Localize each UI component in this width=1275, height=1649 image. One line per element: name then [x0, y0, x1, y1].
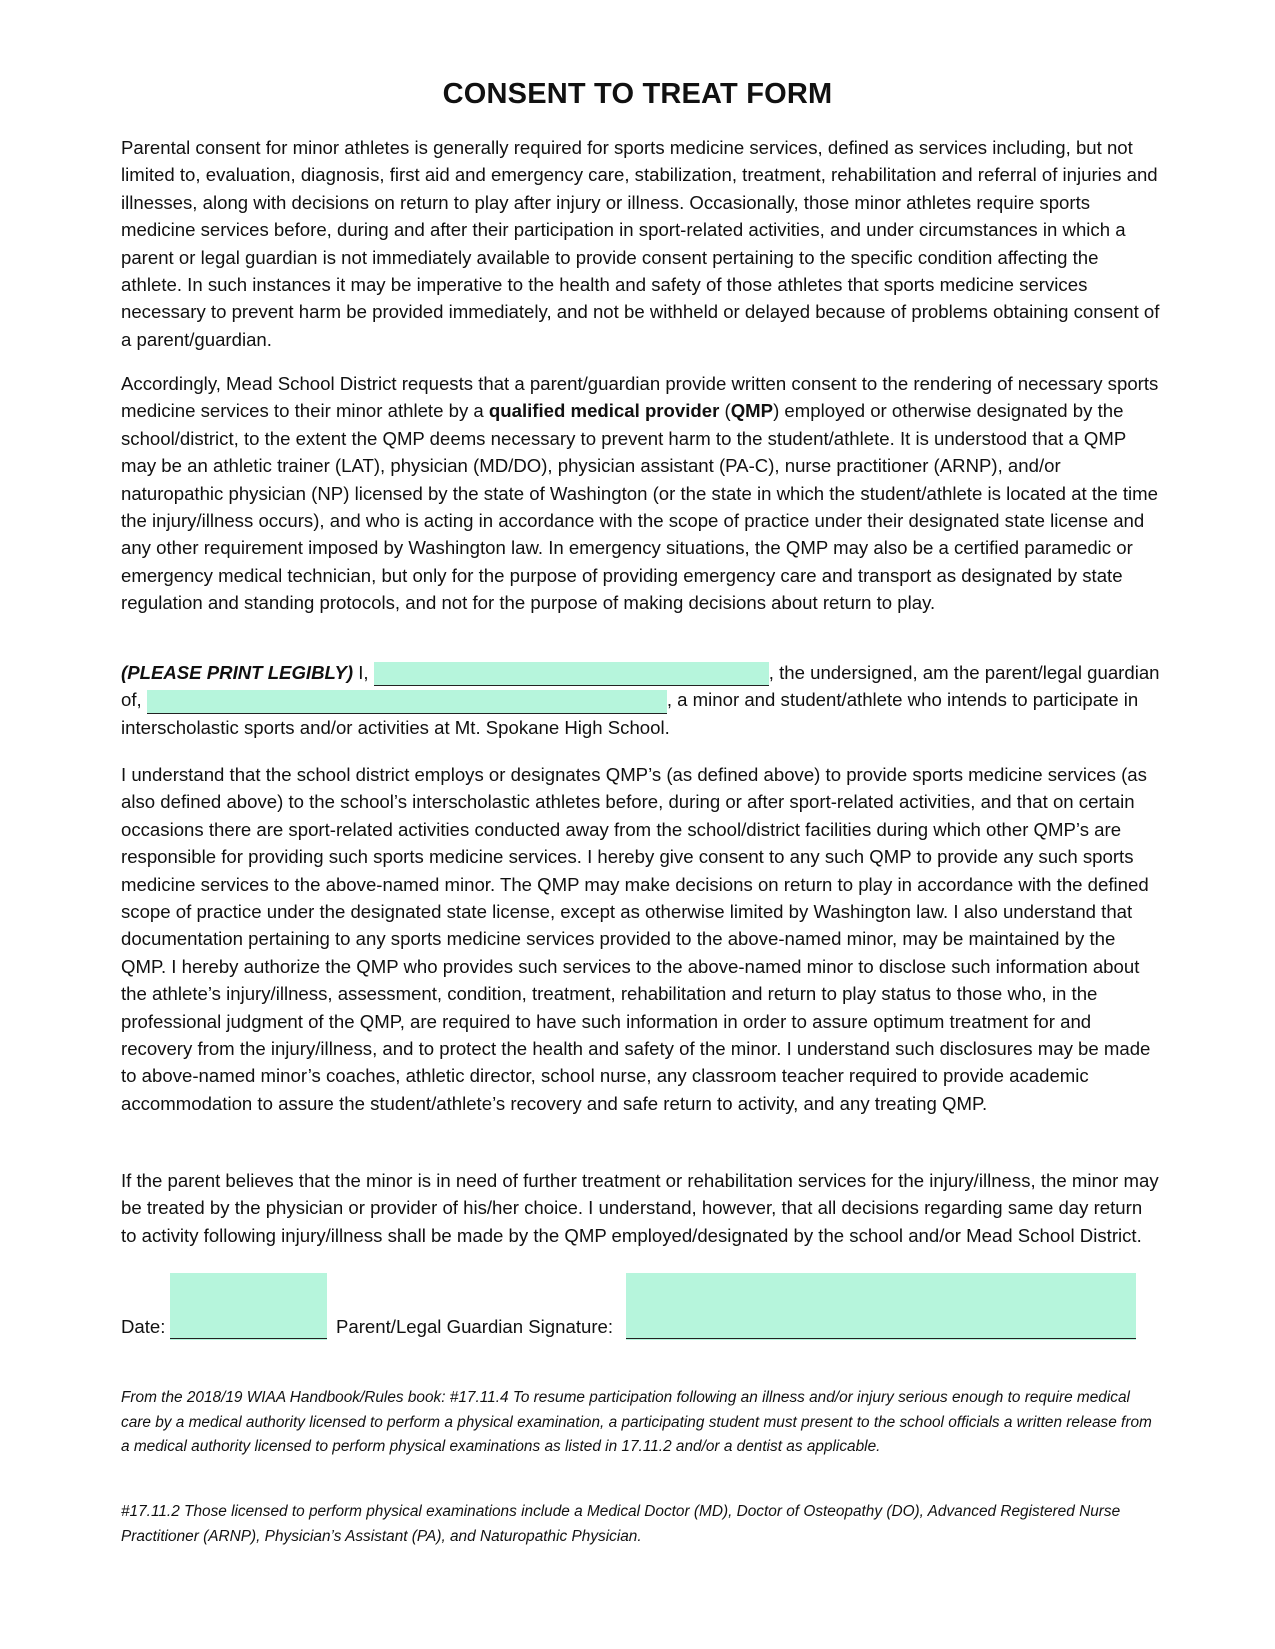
signature-field[interactable] — [626, 1273, 1136, 1340]
guardian-paragraph — [121, 659, 1161, 741]
guardian-post-text: , a minor and student/athlete who intends to participate in interscholastic sports and/or activities at Mt. Spokane High School. — [121, 689, 1139, 738]
qmp-text-c: ( — [719, 400, 731, 422]
date-field[interactable] — [170, 1273, 327, 1340]
signature-label: Parent/Legal Guardian Signature: — [336, 1316, 614, 1337]
print-note: (PLEASE PRINT LEGIBLY) — [121, 662, 354, 683]
guardian-mid-text: , the undersigned, am the parent/legal guardian of, — [121, 662, 1160, 711]
date-label: Date: — [121, 1316, 166, 1337]
date-line — [170, 1338, 327, 1339]
qmp-term: qualified medical provider — [488, 400, 720, 422]
qmp-text-a: Accordingly, Mead School District requests that a parent/guardian provide written consent to the rendering of necessary sports medicine services to their minor athlete by a — [121, 373, 1159, 422]
wiaa-footnote-17-11-2: #17.11.2 Those licensed to perform physical examinations include a Medical Doctor (MD), Doctor of Osteopathy (DO), Advanced Registered Nurse Practitioner (ARNP), Physician’s Assistant (PA), and Naturopathic Physician. — [121, 1503, 1121, 1545]
qmp-abbrev: QMP — [730, 400, 774, 422]
guardian-pre-text: I, — [353, 662, 374, 683]
form-title: CONSENT TO TREAT FORM — [442, 78, 833, 110]
qmp-text-e: ) employed or otherwise designated by the school/district, to the extent the QMP deems necessary to prevent harm to the student/athlete. It is understood that a QMP may be an athletic trainer (LAT), physician (MD/DO), physician assistant (PA-C), nurse practitioner (ARNP), and/or naturopathic physician (NP) licensed by the state of Washington (or the state in which the student/athlete is located at the time the injury/illness occurs), and who is acting in accordance with the scope of practice under their designated state license and any other requirement imposed by Washington law. In emergency situations, the QMP may also be a certified paramedic or emergency medical technician, but only for the purpose of providing emergency care and transport as designated by state regulation and standing protocols, and not for the purpose of making decisions about return to play. — [121, 400, 1159, 614]
minor-name-field[interactable] — [147, 690, 667, 714]
wiaa-footnote-17-11-4: From the 2018/19 WIAA Handbook/Rules book: #17.11.4 To resume participation following an illness and/or injury serious enough to require medical care by a medical authority licensed to perform a physical examination, a participating student must present to the school officials a written release from a medical authority licensed to perform physical examinations as listed in 17.11.2 and/or a dentist as applicable. — [121, 1389, 1152, 1455]
consent-paragraph: I understand that the school district employs or designates QMP’s (as defined above) to provide sports medicine services (as also defined above) to the school’s interscholastic athletes before, during or after sport-related activities, and that on certain occasions there are sport-related activities conducted away from the school/district facilities during which other QMP’s are responsible for providing such sports medicine services. I hereby give consent to any such QMP to provide any such sports medicine services to the above-named minor. The QMP may make decisions on return to play in accordance with the defined scope of practice under the designated state license, except as otherwise limited by Washington law. I also understand that documentation pertaining to any sports medicine services provided to the above-named minor, may be maintained by the QMP. I hereby authorize the QMP who provides such services to the above-named minor to disclose such information about the athlete’s injury/illness, assessment, condition, treatment, rehabilitation and return to play status to those who, in the professional judgment of the QMP, are required to have such information in order to assure optimum treatment for and recovery from the injury/illness, and to protect the health and safety of the minor. I understand such disclosures may be made to above-named minor’s coaches, athletic director, school nurse, any classroom teacher required to provide academic accommodation to assure the student/athlete’s recovery and safe return to activity, and any treating QMP. — [121, 764, 1151, 1114]
further-treatment-paragraph: If the parent believes that the minor is in need of further treatment or rehabilitation services for the injury/illness, the minor may be treated by the physician or provider of his/her choice. I understand, however, that all decisions regarding same day return to activity following injury/illness shall be made by the QMP employed/designated by the school and/or Mead School District. — [121, 1170, 1159, 1246]
guardian-name-field[interactable] — [374, 662, 769, 686]
qmp-paragraph — [121, 370, 1161, 617]
intro-paragraph: Parental consent for minor athletes is generally required for sports medicine services, defined as services including, but not limited to, evaluation, diagnosis, first aid and emergency care, stabilization, treatment, rehabilitation and referral of injuries and illnesses, along with decisions on return to play after injury or illness. Occasionally, those minor athletes require sports medicine services before, during and after their participation in sport-related activities, and under circumstances in which a parent or legal guardian is not immediately available to provide consent pertaining to the specific condition affecting the athlete. In such instances it may be imperative to the health and safety of those athletes that sports medicine services necessary to prevent harm be provided immediately, and not be withheld or delayed because of problems obtaining consent of a parent/guardian. — [121, 137, 1160, 350]
signature-line — [626, 1338, 1136, 1339]
